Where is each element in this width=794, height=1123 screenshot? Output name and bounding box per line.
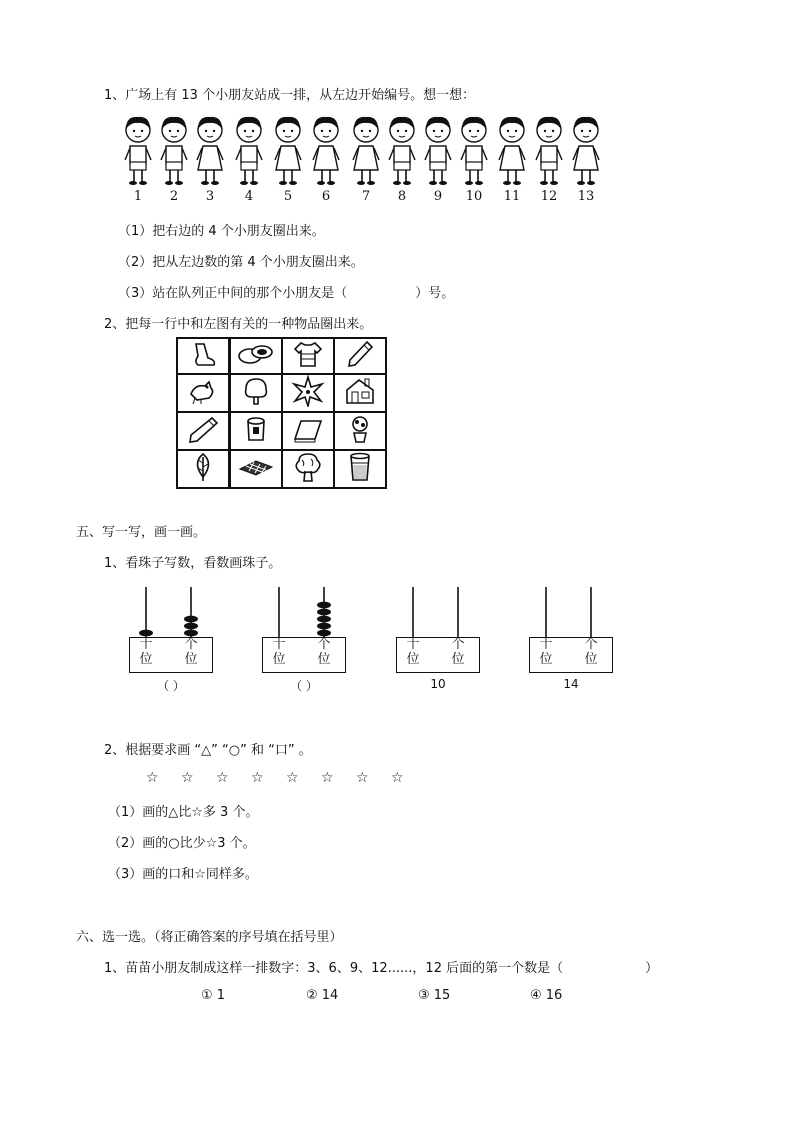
grid-cell[interactable] <box>282 412 334 450</box>
grid-cell[interactable] <box>334 374 386 412</box>
child-figure[interactable] <box>348 112 384 207</box>
child-figure[interactable] <box>308 112 344 207</box>
child-figure[interactable] <box>270 112 306 207</box>
abacus-rods <box>262 585 346 639</box>
child-icon <box>384 112 420 188</box>
foot-icon <box>186 340 220 368</box>
section-5-title: 五、写一写，画一画。 <box>76 525 207 540</box>
child-number: 11 <box>503 189 521 204</box>
star-icon: ☆ <box>146 770 159 786</box>
section-5-question-2-sub-3: （3）画的口和☆同样多。 <box>108 867 258 882</box>
abacus-rods <box>396 585 480 639</box>
tens-label: 十 位 <box>539 637 553 667</box>
question-2-title: 2、把每一行中和左图有关的一种物品圈出来。 <box>104 317 373 332</box>
bird-icon <box>185 376 221 406</box>
child-figure[interactable] <box>494 112 530 207</box>
star-icon: ☆ <box>251 770 264 786</box>
question-1-sub-3-suffix: ）号。 <box>415 286 455 301</box>
grid-cell[interactable] <box>230 450 283 488</box>
bead <box>317 616 331 623</box>
child-icon <box>231 112 267 188</box>
section-5-question-2-sub-2: （2）画的○比少☆3 个。 <box>108 836 256 851</box>
tree-icon <box>291 451 325 483</box>
child-icon <box>531 112 567 188</box>
grid-cell <box>177 374 230 412</box>
closing-paren: ） <box>645 961 659 976</box>
child-figure[interactable] <box>456 112 492 207</box>
child-figure[interactable] <box>568 112 604 207</box>
child-number: 8 <box>397 189 407 204</box>
abacus-caption[interactable]: （ ） <box>157 679 185 693</box>
option-2[interactable]: ② 14 <box>306 988 339 1003</box>
bead <box>317 602 331 609</box>
grid-cell[interactable] <box>230 338 283 374</box>
grid-cell[interactable] <box>334 338 386 374</box>
abacus-rods <box>129 585 213 639</box>
grid-cell[interactable] <box>334 450 386 488</box>
child-figure[interactable] <box>420 112 456 207</box>
child-number: 5 <box>283 189 293 204</box>
children-row-illustration <box>118 112 608 207</box>
child-icon <box>456 112 492 188</box>
leaf-icon <box>291 375 325 407</box>
section-5-question-2-sub-1: （1）画的△比☆多 3 个。 <box>108 805 259 820</box>
cup-icon <box>242 414 270 444</box>
child-number: 13 <box>577 189 595 204</box>
ones-label: 个 位 <box>184 637 198 667</box>
section-5-question-2-title: 2、根据要求画 “△” “○” 和 “口” 。 <box>104 743 312 758</box>
question-1-sub-1: （1）把右边的 4 个小朋友圈出来。 <box>118 224 325 239</box>
abacus[interactable] <box>396 585 480 695</box>
question-1-sub-3-prefix: （3）站在队列正中间的那个小朋友是（ <box>118 286 348 301</box>
child-icon <box>348 112 384 188</box>
pencil-icon <box>345 339 375 369</box>
tens-label: 十 位 <box>139 637 153 667</box>
child-number: 3 <box>205 189 215 204</box>
grid-cell[interactable] <box>282 374 334 412</box>
child-figure[interactable] <box>120 112 156 207</box>
grid-cell[interactable] <box>282 338 334 374</box>
section-5-question-1-title: 1、看珠子写数，看数画珠子。 <box>104 556 282 571</box>
flower-pot-icon <box>345 413 375 445</box>
child-icon <box>568 112 604 188</box>
tens-label: 十 位 <box>406 637 420 667</box>
child-figure[interactable] <box>531 112 567 207</box>
child-number: 1 <box>133 189 143 204</box>
bead <box>317 623 331 630</box>
option-4[interactable]: ④ 16 <box>530 988 563 1003</box>
option-3[interactable]: ③ 15 <box>418 988 451 1003</box>
pencil-icon <box>186 414 220 444</box>
chocolate-icon <box>236 453 276 481</box>
child-figure[interactable] <box>231 112 267 207</box>
child-icon <box>120 112 156 188</box>
child-icon <box>308 112 344 188</box>
child-number: 10 <box>465 189 483 204</box>
grid-cell[interactable] <box>282 450 334 488</box>
section-6-question-1 <box>104 957 658 976</box>
question-1-sub-2: （2）把从左边数的第 4 个小朋友圈出来。 <box>118 255 364 270</box>
grid-cell <box>177 450 230 488</box>
grid-cell[interactable] <box>230 374 283 412</box>
child-figure[interactable] <box>384 112 420 207</box>
child-number: 12 <box>540 189 558 204</box>
star-row <box>146 770 426 786</box>
grid-cell <box>177 412 230 450</box>
star-icon: ☆ <box>286 770 299 786</box>
eraser-icon <box>291 415 325 443</box>
ones-label: 个 位 <box>584 637 598 667</box>
picture-matching-grid <box>176 337 387 489</box>
star-icon: ☆ <box>356 770 369 786</box>
question-1-sub-3 <box>118 282 454 301</box>
grid-cell[interactable] <box>334 412 386 450</box>
child-icon <box>494 112 530 188</box>
leaf-icon <box>188 451 218 483</box>
abacus[interactable] <box>529 585 613 695</box>
star-icon: ☆ <box>216 770 229 786</box>
question-1-title: 1、广场上有 13 个小朋友站成一排，从左边开始编号。想一想： <box>104 88 476 103</box>
bead <box>184 630 198 637</box>
abacus-caption[interactable]: 14 <box>563 677 579 691</box>
child-number: 6 <box>321 189 331 204</box>
ones-label: 个 位 <box>451 637 465 667</box>
tree-icon <box>240 375 272 407</box>
abacus[interactable] <box>129 585 213 695</box>
bead <box>139 630 153 637</box>
star-icon: ☆ <box>181 770 194 786</box>
shoes-icon <box>236 340 276 368</box>
abacus[interactable] <box>262 585 346 695</box>
section-6-title: 六、选一选。（将正确答案的序号填在括号里） <box>76 930 343 945</box>
child-icon <box>420 112 456 188</box>
bead <box>184 623 198 630</box>
abacus-caption[interactable]: （ ） <box>290 679 318 693</box>
section-6-question-1-text: 1、苗苗小朋友制成这样一排数字：3、6、9、12......，12 后面的第一个数是（ <box>104 961 564 976</box>
abacus-rods <box>529 585 613 639</box>
star-icon: ☆ <box>391 770 404 786</box>
child-icon <box>156 112 192 188</box>
glass-icon <box>346 451 374 483</box>
grid-cell[interactable] <box>230 412 283 450</box>
shirt-icon <box>291 339 325 369</box>
option-1[interactable]: ① 1 <box>201 988 226 1003</box>
child-number: 9 <box>433 189 443 204</box>
house-icon <box>343 376 377 406</box>
child-number: 2 <box>169 189 179 204</box>
child-number: 4 <box>244 189 254 204</box>
child-figure[interactable] <box>156 112 192 207</box>
star-icon: ☆ <box>321 770 334 786</box>
tens-label: 十 位 <box>272 637 286 667</box>
child-icon <box>270 112 306 188</box>
child-icon <box>192 112 228 188</box>
bead <box>317 630 331 637</box>
child-figure[interactable] <box>192 112 228 207</box>
child-number: 7 <box>361 189 371 204</box>
bead <box>184 616 198 623</box>
bead <box>317 609 331 616</box>
ones-label: 个 位 <box>317 637 331 667</box>
grid-cell <box>177 338 230 374</box>
abacus-caption[interactable]: 10 <box>430 677 446 691</box>
